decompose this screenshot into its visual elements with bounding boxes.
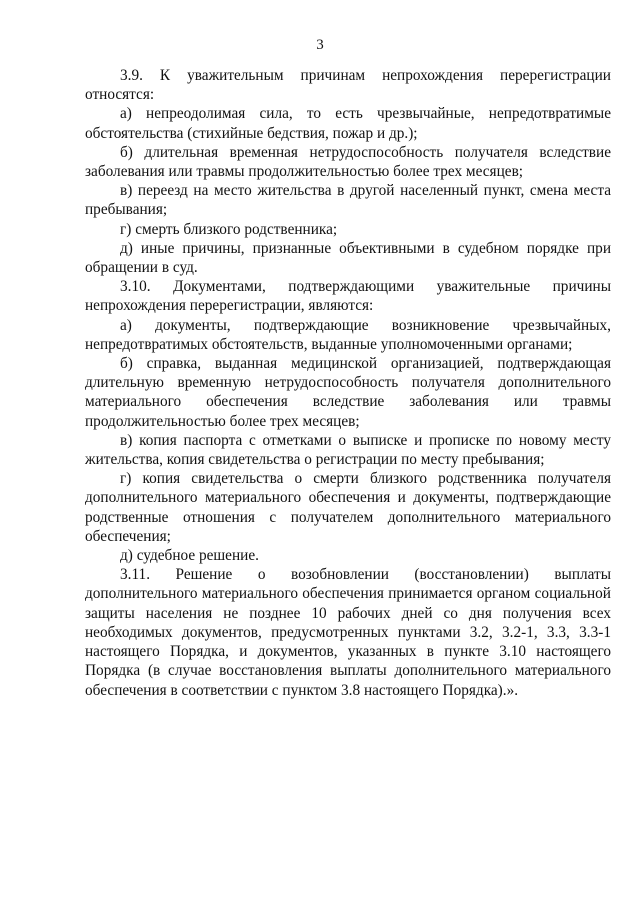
- paragraph-3-9-d: д) иные причины, признанные объективными в судебном порядке при обращении в суд.: [85, 239, 611, 277]
- paragraph-3-10: 3.10. Документами, подтверждающими уважительные причины непрохождения перерегистрации, являются:: [85, 278, 611, 315]
- paragraph-3-9-g: г) смерть близкого родственника;: [120, 220, 338, 238]
- paragraph-3-10-g: г) копия свидетельства о смерти близкого родственника получателя дополнительного материального обеспечения и документы, подтверждающие родственные отношения с получателем дополнительного материального обеспечения;: [85, 470, 611, 545]
- paragraph-3-10-b: б) справка, выданная медицинской организацией, подтверждающая длительную временную нетрудоспособность получателя дополнительного материального обеспечения вследствие заболевания или травмы продолжительностью более трех месяцев;: [85, 355, 611, 430]
- paragraph-3-10-a: а) документы, подтверждающие возникновение чрезвычайных, непредотвратимых обстоятельств, выданные уполномоченными органами;: [85, 316, 611, 353]
- page-number: 3: [316, 37, 324, 53]
- paragraph-3-9-a: а) непреодолимая сила, то есть чрезвычайные, непредотвратимые обстоятельства (стихийные бедствия, пожар и др.);: [85, 105, 611, 142]
- paragraph-3-11: 3.11. Решение о возобновлении (восстановлении) выплаты дополнительного материального обеспечения принимается органом социальной защиты населения не позднее 10 рабочих дней со дня получения всех необходимых документов, предусмотренных пунктами 3.2, 3.2-1, 3.3, 3.3-1 настоящего Порядка, и документов, указанных в пункте 3.10 настоящего Порядка (в случае восстановления выплаты дополнительного материального обеспечения в соответствии с пунктом 3.8 настоящего Порядка).».: [85, 566, 611, 699]
- paragraph-3-9-v: в) переезд на место жительства в другой населенный пункт, смена места пребывания;: [85, 182, 611, 219]
- paragraph-3-10-v: в) копия паспорта с отметками о выписке и прописке по новому месту жительства, копия свидетельства о регистрации по месту пребывания;: [85, 431, 611, 469]
- paragraph-3-10-d: д) судебное решение.: [120, 547, 259, 565]
- paragraph-3-9-b: б) длительная временная нетрудоспособность получателя вследствие заболевания или травмы продолжительностью более трех месяцев;: [85, 143, 611, 181]
- paragraph-3-9: 3.9. К уважительным причинам непрохождения перерегистрации относятся:: [85, 67, 611, 104]
- document-body: [85, 66, 611, 700]
